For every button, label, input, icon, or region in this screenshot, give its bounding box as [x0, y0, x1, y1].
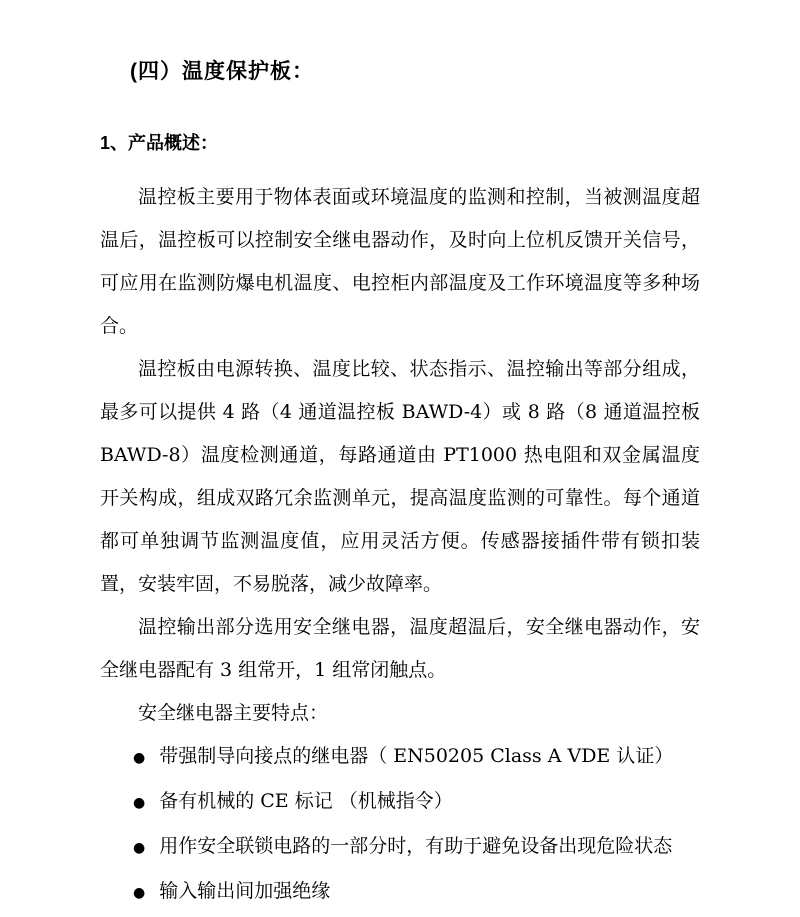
bullet-text: 带强制导向接点的继电器（ EN50205 Class A VDE 认证）: [159, 745, 674, 767]
bullet-text: 用作安全联锁电路的一部分时，有助于避免设备出现危险状态: [159, 835, 673, 857]
paragraph-features-intro: 安全继电器主要特点：: [138, 702, 329, 724]
section-heading: 1、产品概述：: [100, 133, 219, 153]
paragraph-relay-output: 温控输出部分选用安全继电器，温度超温后，安全继电器动作，安全继电器配有 3 组常开，1 组常闭触点。: [100, 616, 700, 681]
bullet-dot-icon: ●: [133, 840, 146, 856]
bullet-text: 输入输出间加强绝缘: [159, 880, 331, 902]
bullet-dot-icon: ●: [133, 885, 146, 901]
bullet-item: [133, 780, 700, 825]
paragraph-overview-composition: 温控板由电源转换、温度比较、状态指示、温控输出等部分组成，最多可以提供 4 路（4 通道温控板 BAWD-4）或 8 路（8 通道温控板 BAWD-8）温度检测通道，每路通道由 PT1000 热电阻和双金属温度开关构成，组成双路冗余监测单元，提高温度监测的可靠性。每个通道都可单独调节监测温度值，应用灵活方便。传感器接插件带有锁扣装置，安装牢固，不易脱落，减少故障率。: [100, 358, 700, 595]
document-body: [100, 176, 700, 915]
bullet-item: [133, 735, 700, 780]
bullet-dot-icon: ●: [133, 795, 146, 811]
feature-bullet-list: [100, 735, 700, 915]
bullet-item: [133, 870, 700, 915]
bullet-text: 备有机械的 CE 标记 （机械指令）: [159, 790, 453, 812]
bullet-item: [133, 825, 700, 870]
page-title: (四）温度保护板：: [130, 60, 314, 83]
bullet-dot-icon: ●: [133, 750, 146, 766]
paragraph-overview-usage: 温控板主要用于物体表面或环境温度的监测和控制，当被测温度超温后，温控板可以控制安全继电器动作，及时向上位机反馈开关信号，可应用在监测防爆电机温度、电控柜内部温度及工作环境温度等多种场合。: [100, 186, 700, 337]
